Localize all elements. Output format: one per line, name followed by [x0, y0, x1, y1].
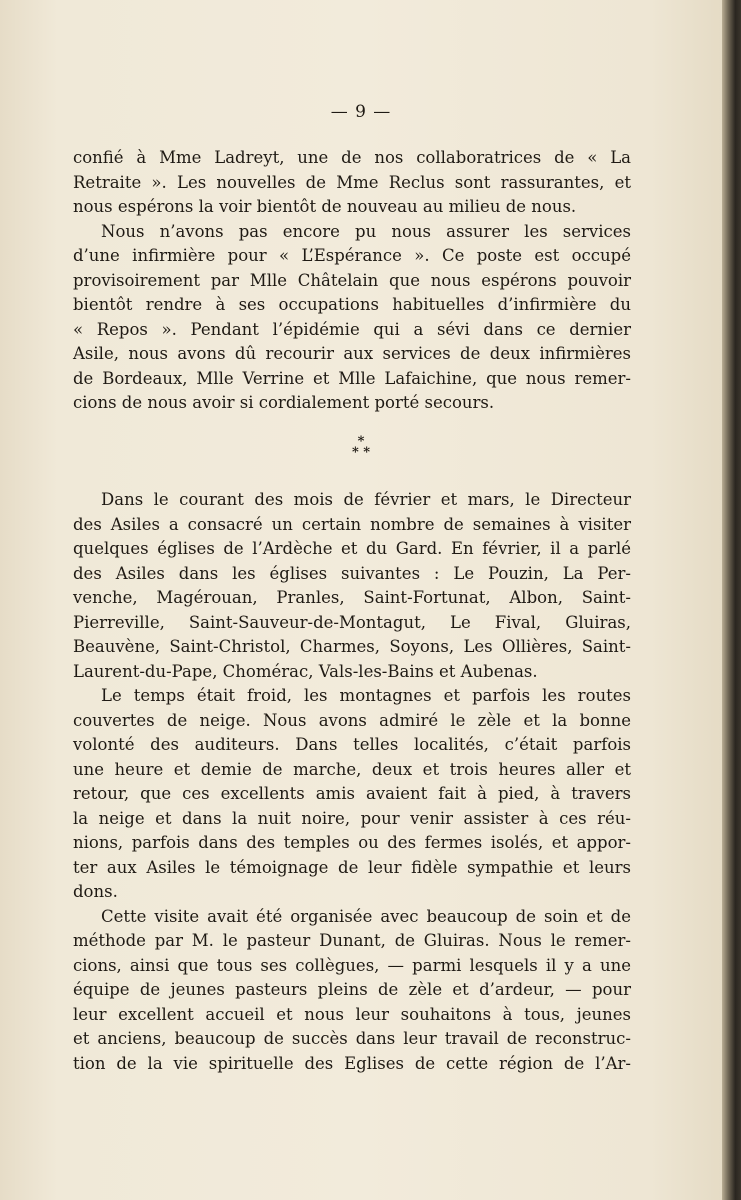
text-line: provisoirement par Mlle Châtelain que nous espérons pouvoir: [73, 270, 631, 290]
text-line: cions, ainsi que tous ses collègues, — parmi lesquels il y a une: [73, 955, 631, 975]
text-line: équipe de jeunes pasteurs pleins de zèle et d’ardeur, — pour: [73, 980, 631, 999]
text-line: Asile, nous avons dû recourir aux services de deux infirmières: [73, 344, 631, 363]
text-line: Nous n’avons pas encore pu nous assurer les services: [101, 221, 631, 241]
text-line: venche, Magérouan, Pranles, Saint-Fortunat, Albon, Saint-: [73, 588, 631, 607]
text-line: ter aux Asiles le témoignage de leur fidèle sympathie et leurs: [73, 857, 631, 877]
text-line: leur excellent accueil et nous leur souhaitons à tous, jeunes: [73, 1004, 631, 1024]
text-line: Laurent-du-Pape, Chomérac, Vals-les-Bains et Aubenas.: [73, 661, 538, 681]
page-number: — 9 —: [330, 102, 392, 122]
text-line: de Bordeaux, Mlle Verrine et Mlle Lafaichine, que nous remer-: [73, 368, 631, 388]
text-line: quelques églises de l’Ardèche et du Gard. En février, il a parlé: [73, 539, 631, 558]
book-spine: [722, 0, 741, 1200]
text-line: nions, parfois dans des temples ou des fermes isolés, et appor-: [73, 833, 631, 852]
text-line: une heure et demie de marche, deux et trois heures aller et: [73, 759, 631, 779]
paragraph-block-1: [73, 146, 631, 416]
text-line: Retraite ». Les nouvelles de Mme Reclus sont rassurantes, et: [73, 172, 631, 192]
text-line: volonté des auditeurs. Dans telles localités, c’était parfois: [73, 735, 631, 754]
text-line: méthode par M. le pasteur Dunant, de Gluiras. Nous le remer-: [73, 931, 631, 950]
text-line: des Asiles a consacré un certain nombre de semaines à visiter: [73, 514, 631, 534]
text-line: et anciens, beaucoup de succès dans leur travail de reconstruc-: [73, 1029, 631, 1048]
separator-star-bottom: * *: [351, 445, 371, 460]
text-line: Pierreville, Saint-Sauveur-de-Montagut, Le Fival, Gluiras,: [73, 612, 631, 632]
text-line: des Asiles dans les églises suivantes : Le Pouzin, La Per-: [73, 563, 631, 583]
text-line: nous espérons la voir bientôt de nouveau au milieu de nous.: [73, 197, 577, 216]
paragraph-block-2: [73, 488, 631, 1076]
text-line: la neige et dans la nuit noire, pour venir assister à ces réu-: [73, 808, 631, 828]
text-line: Beauvène, Saint-Christol, Charmes, Soyons, Les Ollières, Saint-: [73, 637, 631, 656]
text-line: confié à Mme Ladreyt, une de nos collaboratrices de « La: [73, 148, 631, 167]
text-line: Le temps était froid, les montagnes et parfois les routes: [101, 686, 631, 705]
text-line: dons.: [73, 882, 118, 901]
text-line: cions de nous avoir si cordialement porté secours.: [73, 393, 495, 412]
text-line: couvertes de neige. Nous avons admiré le zèle et la bonne: [73, 710, 631, 730]
text-line: Cette visite avait été organisée avec beaucoup de soin et de: [101, 906, 631, 926]
text-line: tion de la vie spirituelle des Eglises de cette région de l’Ar-: [73, 1053, 631, 1073]
text-line: d’une infirmière pour « L’Espérance ». Ce poste est occupé: [73, 246, 631, 265]
text-line: retour, que ces excellents amis avaient fait à pied, à travers: [73, 784, 631, 803]
text-line: Dans le courant des mois de février et mars, le Directeur: [101, 490, 631, 509]
text-line: « Repos ». Pendant l’épidémie qui a sévi dans ce dernier: [73, 319, 631, 339]
section-separator: [0, 436, 722, 458]
separator-star-top: *: [357, 434, 365, 449]
text-line: bientôt rendre à ses occupations habituelles d’infirmière du: [73, 295, 631, 314]
